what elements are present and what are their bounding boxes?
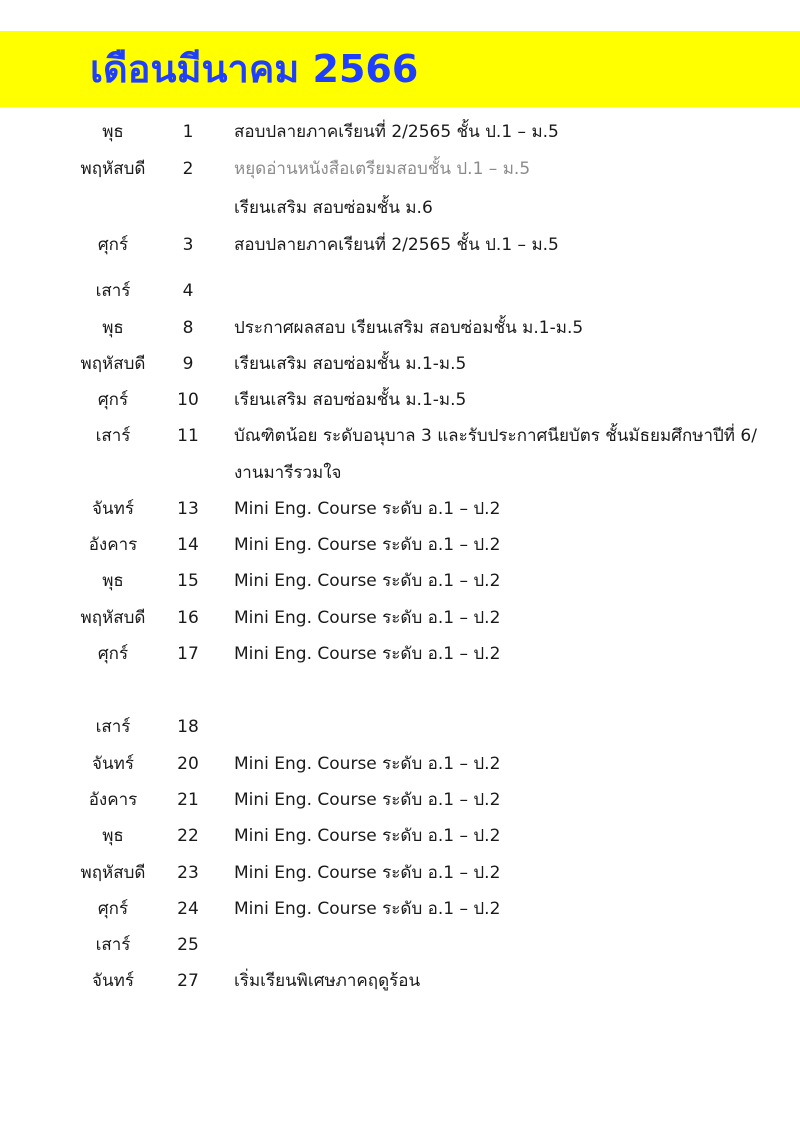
- date-number: 9: [182, 354, 194, 374]
- event-description: งานมารีรวมใจ: [234, 463, 342, 483]
- day-of-week: พุธ: [102, 122, 124, 142]
- date-number: 24: [177, 899, 199, 919]
- schedule-row: [0, 818, 800, 854]
- event-description: เรียนเสริม สอบซ่อมชั้น ม.1-ม.5: [234, 354, 467, 374]
- day-of-week: พุธ: [102, 571, 124, 591]
- schedule-row: [0, 455, 800, 491]
- day-of-week: เสาร์: [95, 717, 131, 737]
- schedule-row: [0, 151, 800, 187]
- event-description: Mini Eng. Course ระดับ อ.1 – ป.2: [234, 899, 501, 919]
- day-of-week: ศุกร์: [97, 235, 129, 255]
- schedule-row: [0, 190, 800, 226]
- day-of-week: พฤหัสบดี: [80, 159, 146, 179]
- day-of-week: เสาร์: [95, 935, 131, 955]
- day-of-week: พุธ: [102, 318, 124, 338]
- date-number: 10: [177, 390, 199, 410]
- schedule-row: [0, 600, 800, 636]
- day-of-week: ศุกร์: [97, 899, 129, 919]
- schedule-row: [0, 227, 800, 263]
- schedule-row: [0, 310, 800, 346]
- schedule-row: [0, 382, 800, 418]
- date-number: 17: [177, 644, 199, 664]
- schedule-row: [0, 563, 800, 599]
- day-of-week: อังคาร: [88, 790, 138, 810]
- event-description: บัณฑิตน้อย ระดับอนุบาล 3 และรับประกาศนียบัตร ชั้นมัธยมศึกษาปีที่ 6/: [234, 426, 757, 446]
- event-description: Mini Eng. Course ระดับ อ.1 – ป.2: [234, 754, 501, 774]
- schedule-row: [0, 963, 800, 999]
- schedule-row: [0, 114, 800, 150]
- date-number: 14: [177, 535, 199, 555]
- page-title: เดือนมีนาคม 2566: [90, 47, 419, 91]
- date-number: 13: [177, 499, 199, 519]
- schedule-row: [0, 782, 800, 818]
- day-of-week: อังคาร: [88, 535, 138, 555]
- event-description: Mini Eng. Course ระดับ อ.1 – ป.2: [234, 826, 501, 846]
- schedule-row: [0, 927, 800, 963]
- event-description: สอบปลายภาคเรียนที่ 2/2565 ชั้น ป.1 – ม.5: [234, 122, 559, 142]
- event-description: เริ่มเรียนพิเศษภาคฤดูร้อน: [234, 971, 421, 991]
- day-of-week: พฤหัสบดี: [80, 863, 146, 883]
- event-description: ประกาศผลสอบ เรียนเสริม สอบซ่อมชั้น ม.1-ม.5: [234, 318, 584, 338]
- day-of-week: จันทร์: [92, 499, 134, 519]
- date-number: 4: [182, 281, 194, 301]
- day-of-week: พฤหัสบดี: [80, 608, 146, 628]
- day-of-week: พฤหัสบดี: [80, 354, 146, 374]
- schedule-row: [0, 418, 800, 454]
- schedule-row: [0, 346, 800, 382]
- date-number: 18: [177, 717, 199, 737]
- event-description: Mini Eng. Course ระดับ อ.1 – ป.2: [234, 790, 501, 810]
- schedule-row: [0, 491, 800, 527]
- day-of-week: พุธ: [102, 826, 124, 846]
- event-description: เรียนเสริม สอบซ่อมชั้น ม.6: [234, 198, 433, 218]
- schedule-row: [0, 709, 800, 745]
- date-number: 3: [182, 235, 194, 255]
- date-number: 11: [177, 426, 199, 446]
- day-of-week: จันทร์: [92, 971, 134, 991]
- schedule-row: [0, 855, 800, 891]
- date-number: 15: [177, 571, 199, 591]
- date-number: 8: [182, 318, 194, 338]
- date-number: 2: [182, 159, 194, 179]
- schedule-row: [0, 746, 800, 782]
- date-number: 22: [177, 826, 199, 846]
- header-banner: [0, 31, 800, 107]
- event-description: Mini Eng. Course ระดับ อ.1 – ป.2: [234, 499, 501, 519]
- date-number: 1: [182, 122, 194, 142]
- schedule-row: [0, 636, 800, 672]
- event-description: Mini Eng. Course ระดับ อ.1 – ป.2: [234, 535, 501, 555]
- event-description: Mini Eng. Course ระดับ อ.1 – ป.2: [234, 863, 501, 883]
- date-number: 21: [177, 790, 199, 810]
- event-description: Mini Eng. Course ระดับ อ.1 – ป.2: [234, 571, 501, 591]
- schedule-row: [0, 527, 800, 563]
- day-of-week: จันทร์: [92, 754, 134, 774]
- event-description: เรียนเสริม สอบซ่อมชั้น ม.1-ม.5: [234, 390, 467, 410]
- day-of-week: เสาร์: [95, 426, 131, 446]
- schedule-row: [0, 891, 800, 927]
- event-description: หยุดอ่านหนังสือเตรียมสอบชั้น ป.1 – ม.5: [234, 159, 531, 179]
- date-number: 20: [177, 754, 199, 774]
- date-number: 16: [177, 608, 199, 628]
- date-number: 23: [177, 863, 199, 883]
- event-description: Mini Eng. Course ระดับ อ.1 – ป.2: [234, 644, 501, 664]
- day-of-week: เสาร์: [95, 281, 131, 301]
- event-description: Mini Eng. Course ระดับ อ.1 – ป.2: [234, 608, 501, 628]
- day-of-week: ศุกร์: [97, 390, 129, 410]
- date-number: 25: [177, 935, 199, 955]
- schedule-row: [0, 273, 800, 309]
- event-description: สอบปลายภาคเรียนที่ 2/2565 ชั้น ป.1 – ม.5: [234, 235, 559, 255]
- date-number: 27: [177, 971, 199, 991]
- day-of-week: ศุกร์: [97, 644, 129, 664]
